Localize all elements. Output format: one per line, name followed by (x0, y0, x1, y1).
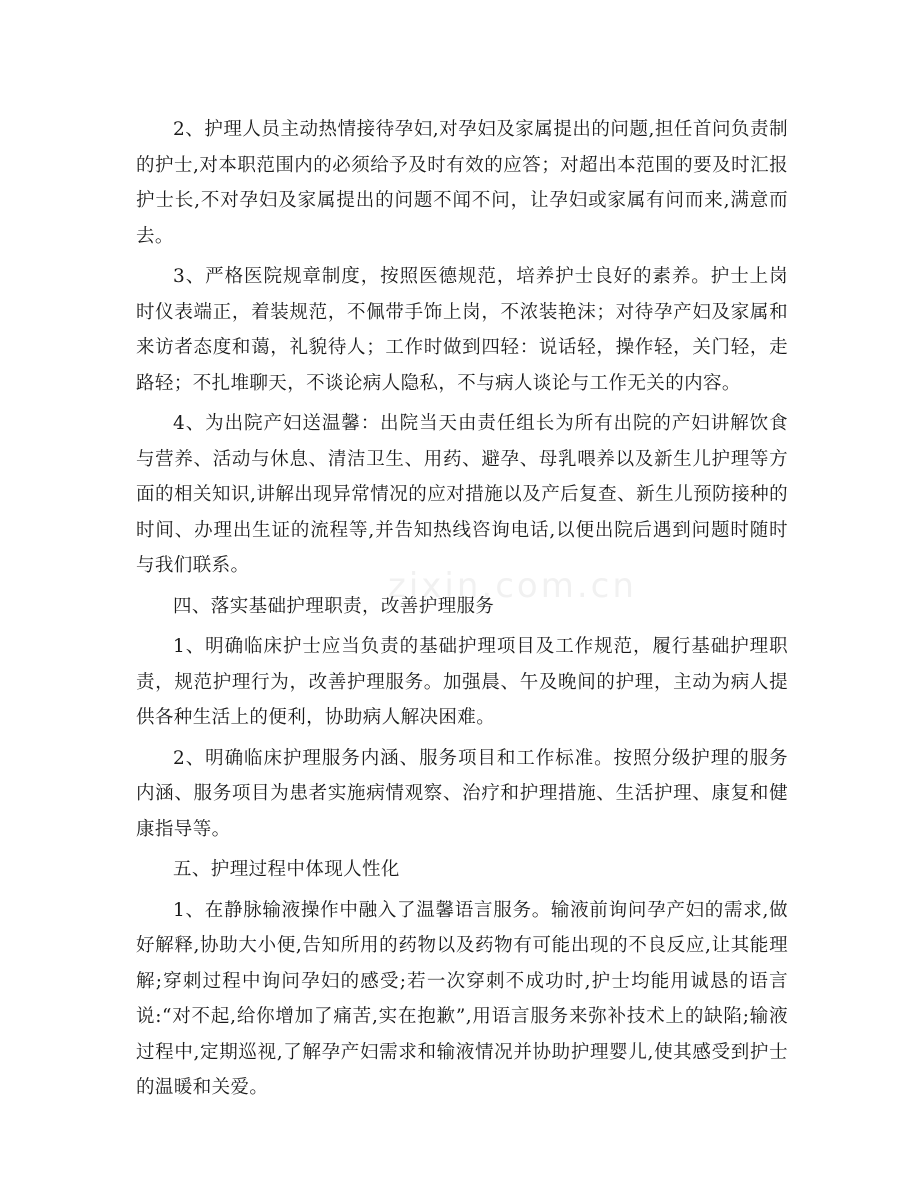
paragraph-item-1-infusion: 1、在静脉输液操作中融入了温馨语言服务。输液前询问孕产妇的需求,做好解释,协助大小便,告知所用的药物以及药物有可能出现的不良反应,让其能理解;穿刺过程中询问孕妇的感受;若一次穿刺不成功时,护士均能用诚恳的语言说:“对不起,给你增加了痛苦,实在抱歉”,用语言服务来弥补技术上的缺陷;输液过程中,定期巡视,了解孕产妇需求和输液情况并协助护理婴儿,使其感受到护士的温暖和关爱。 (136, 899, 788, 1098)
section-heading-basic-care: 四、落实基础护理职责，改善护理服务 (173, 595, 495, 617)
paragraph-item-2-service-standards: 2、明确临床护理服务内涵、服务项目和工作标准。按照分级护理的服务内涵、服务项目为患者实施病情观察、治疗和护理措施、生活护理、康复和健康指导等。 (136, 747, 788, 840)
paragraph-item-4-discharge: 4、为出院产妇送温馨：出院当天由责任组长为所有出院的产妇讲解饮食与营养、活动与休息、清洁卫生、用药、避孕、母乳喂养以及新生儿护理等方面的相关知识,讲解出现异常情况的应对措施以及产后复查、新生儿预防接种的时间、办理出生证的流程等,并告知热线咨询电话,以便出院后遇到问题时随时与我们联系。 (136, 413, 788, 576)
paragraph-item-2-reception: 2、护理人员主动热情接待孕妇,对孕妇及家属提出的问题,担任首问负责制的护士,对本职范围内的必须给予及时有效的应答；对超出本范围的要及时汇报护士长,不对孕妇及家属提出的问题不闻不问，让孕妇或家属有问而来,满意而去。 (136, 119, 788, 247)
paragraph-item-3-regulations: 3、严格医院规章制度，按照医德规范，培养护士良好的素养。护士上岗时仪表端正，着装规范，不佩带手饰上岗，不浓装艳沫；对待孕产妇及家属和来访者态度和蔼，礼貌待人；工作时做到四轻：说话轻，操作轻，关门轻，走路轻；不扎堆聊天，不谈论病人隐私，不与病人谈论与工作无关的内容。 (136, 266, 788, 394)
section-heading-humanized-care: 五、护理过程中体现人性化 (173, 859, 400, 880)
paragraph-item-1-basic-care: 1、明确临床护士应当负责的基础护理项目及工作规范，履行基础护理职责，规范护理行为，改善护理服务。加强晨、午及晚间的护理，主动为病人提供各种生活上的便利，协助病人解决困难。 (136, 636, 788, 728)
